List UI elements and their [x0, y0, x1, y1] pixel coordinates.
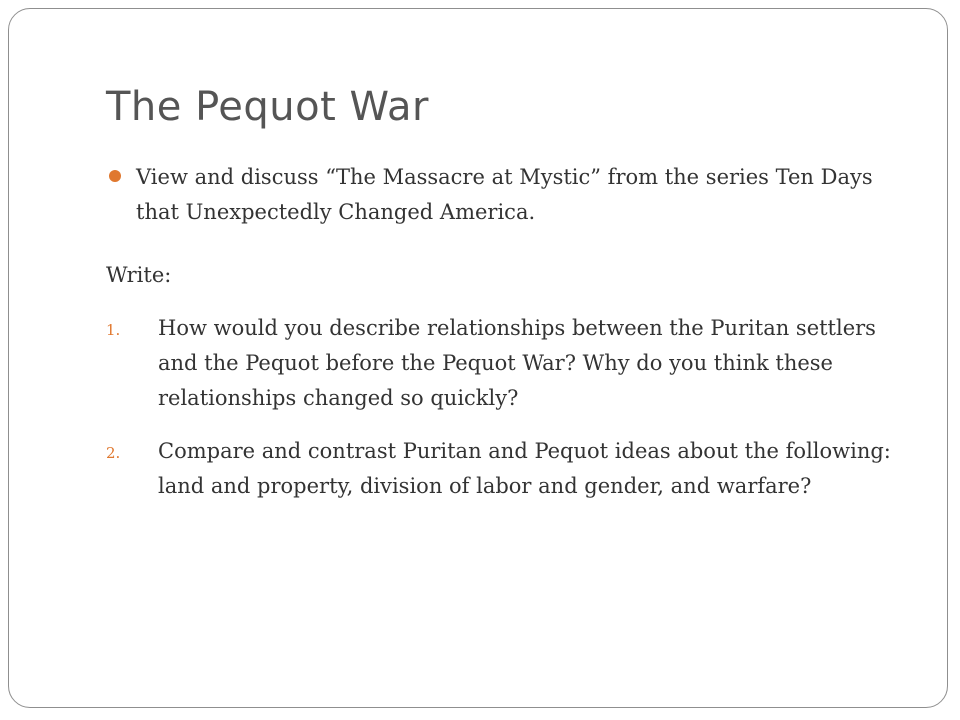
bullet-text: View and discuss “The Massacre at Mystic” from the series Ten Days that Unexpectedly Changed America.	[136, 165, 873, 224]
question-item-2	[106, 434, 906, 504]
slide-title: The Pequot War	[106, 84, 429, 130]
question-text: Compare and contrast Puritan and Pequot ideas about the following: land and property, division of labor and gender, and warfare?	[158, 439, 891, 498]
question-item-1	[106, 311, 906, 416]
slide-body	[106, 160, 906, 504]
question-number: 2.	[106, 444, 121, 462]
question-number: 1.	[106, 321, 121, 339]
question-text: How would you describe relationships between the Puritan settlers and the Pequot before the Pequot War? Why do you think these relationships changed so quickly?	[158, 316, 876, 410]
bullet-item	[106, 160, 906, 230]
write-label: Write:	[106, 263, 172, 287]
circle-bullet-icon	[109, 170, 121, 182]
